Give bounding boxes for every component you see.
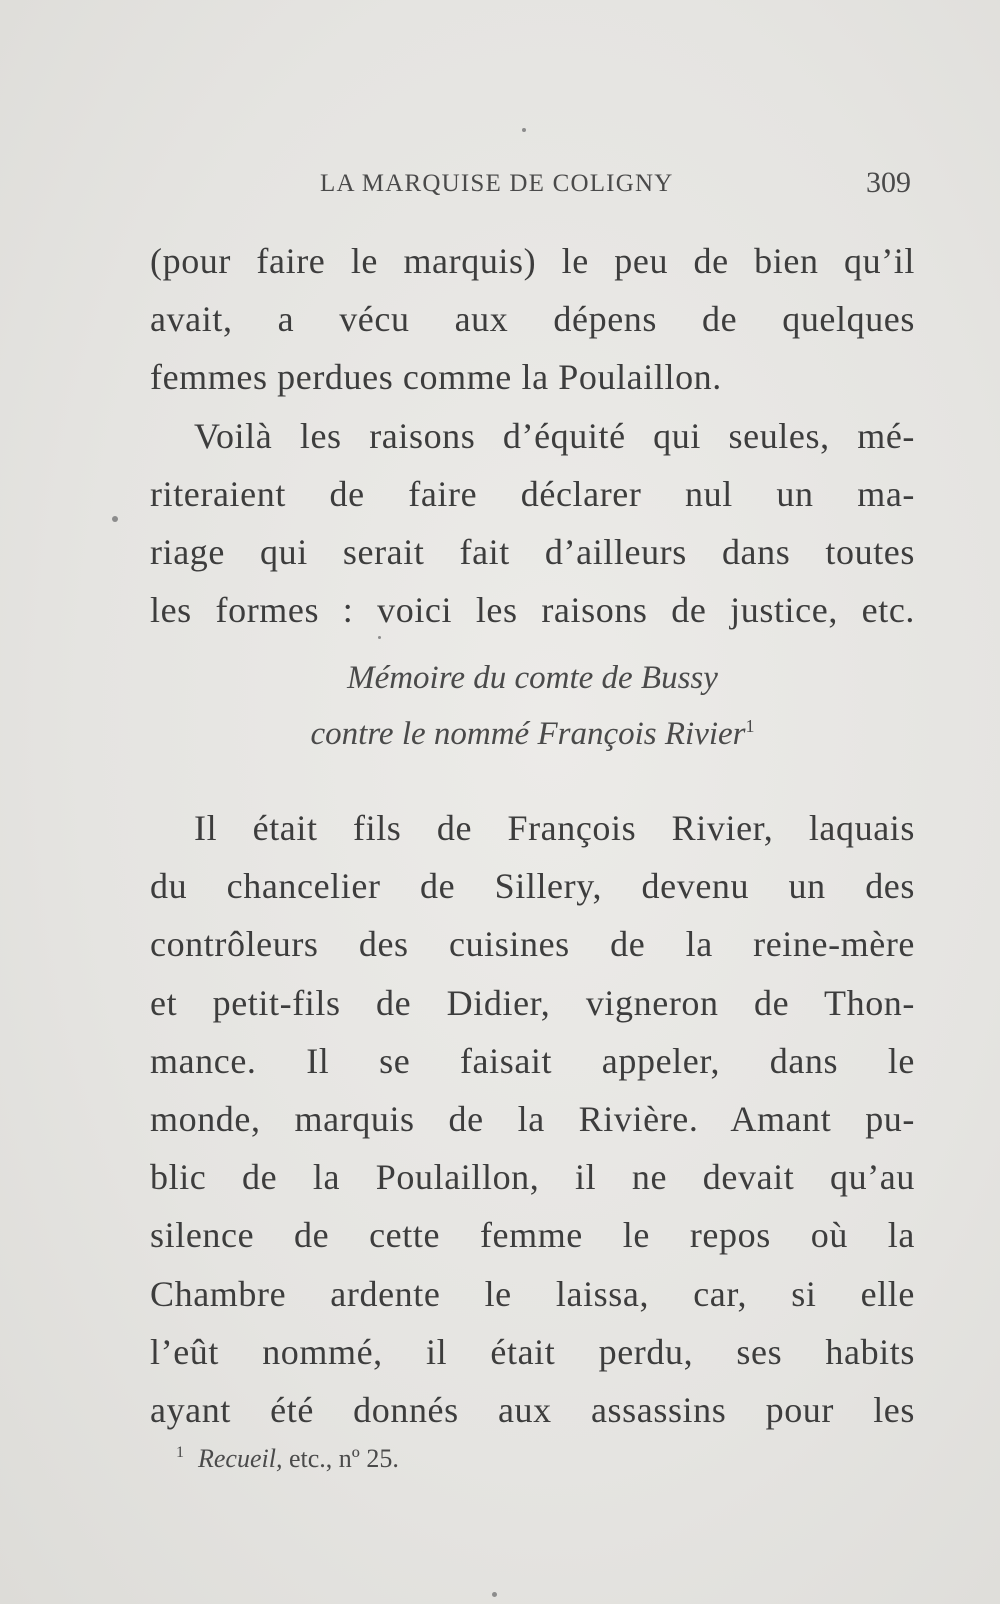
text-line: mance. Il se faisait appeler, dans le [150,1040,915,1081]
footnote-reference: Recueil, [198,1444,283,1473]
footnote [176,1444,399,1474]
print-speck [112,516,118,522]
print-speck [492,1592,497,1597]
text-line: (pour faire le marquis) le peu de bien qu’il [150,241,915,281]
section-heading-line-2 [150,716,915,753]
text-line: blic de la Poulaillon, il ne devait qu’au [150,1157,915,1198]
footnote-marker: 1 [745,716,755,736]
page-header [150,166,915,206]
heading-text: contre le nommé François Rivier [310,716,746,752]
text-line: du chancelier de Sillery, devenu un des [150,866,915,907]
text-line: contrôleurs des cuisines de la reine-mère [150,924,915,965]
page-number: 309 [866,166,911,199]
text-line: Il était fils de François Rivier, laquais [194,808,915,848]
text-line: Voilà les raisons d’équité qui seules, mé- [194,415,915,456]
body-text-top [150,232,915,639]
text-line: riteraient de faire déclarer nul un ma- [150,473,915,514]
running-title: LA MARQUISE DE COLIGNY [320,170,674,197]
body-text-bottom [150,799,915,1439]
footnote-number: 1 [176,1444,184,1462]
heading-text: Mémoire du comte de Bussy [347,660,718,696]
text-line: monde, marquis de la Rivière. Amant pu- [150,1098,915,1139]
text-line: silence de cette femme le repos où la [150,1215,915,1256]
text-line: avait, a vécu aux dépens de quelques [150,299,915,340]
text-line: Chambre ardente le laissa, car, si elle [150,1273,915,1314]
text-line: riage qui serait fait d’ailleurs dans toutes [150,531,915,572]
text-line: et petit-fils de Didier, vigneron de Thon- [150,982,915,1023]
text-line: femmes perdues comme la Poulaillon. [150,357,722,398]
text-line: l’eût nommé, il était perdu, ses habits [150,1331,915,1372]
section-heading-line-1 [150,660,915,697]
text-line: les formes : voici les raisons de justice, etc. [150,590,915,631]
footnote-text: etc., nº 25. [288,1444,399,1473]
print-speck [522,128,526,132]
text-line: ayant été donnés aux assassins pour les [150,1389,915,1430]
